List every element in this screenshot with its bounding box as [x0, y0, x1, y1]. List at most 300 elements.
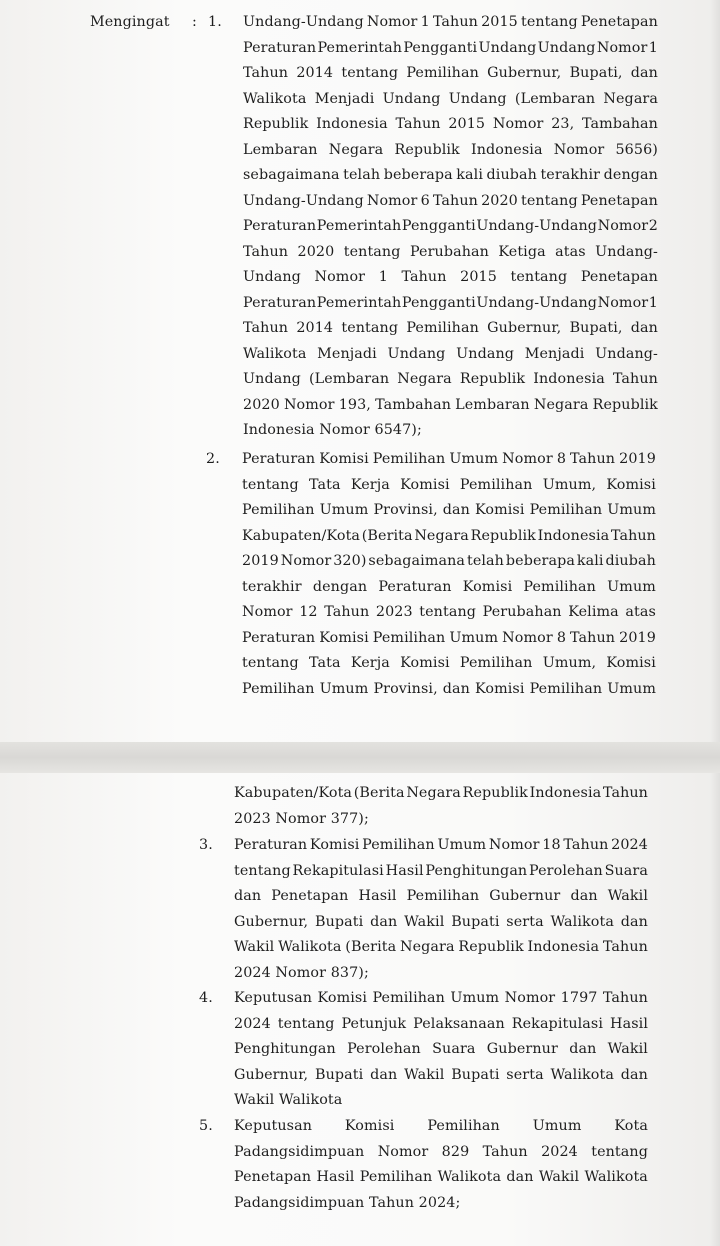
word: Undang-Undang — [476, 295, 598, 311]
word: 5656) — [615, 142, 658, 158]
word: Umum, — [542, 655, 597, 671]
item-text-line — [234, 1145, 648, 1159]
word: Umum — [449, 630, 499, 646]
word: Nomor — [488, 837, 540, 853]
word: diubah — [486, 167, 537, 183]
word: Tahun — [432, 14, 478, 30]
item-text-line — [243, 398, 658, 412]
word: (Berita — [345, 939, 397, 955]
word: Petunjuk — [341, 1016, 407, 1032]
word: Nomor — [504, 990, 556, 1006]
word: 2024 — [611, 837, 648, 853]
word: Nomor — [597, 218, 649, 234]
word: Penetapan — [271, 888, 349, 904]
item-text-line — [243, 372, 658, 386]
word: Pengganti — [403, 40, 478, 56]
item-text-line — [234, 889, 648, 903]
word: Tahun — [243, 320, 289, 336]
word: Pemilihan — [427, 1118, 500, 1134]
word: Gubernur, — [234, 1067, 309, 1083]
word: 8 — [556, 630, 567, 646]
item-text-line — [243, 66, 658, 80]
item-text-line — [242, 605, 656, 619]
word: dan — [630, 65, 658, 81]
word: Komisi — [400, 655, 450, 671]
word: Undang- — [595, 244, 658, 260]
word: 2024 — [541, 1144, 578, 1160]
word: dan — [569, 1041, 597, 1057]
word: 23, — [551, 116, 575, 132]
item-text-line — [242, 631, 656, 645]
word: Walikota — [550, 914, 614, 930]
word: Komisi — [462, 579, 513, 595]
word: Undang — [537, 40, 596, 56]
word: Pemilihan — [372, 630, 446, 646]
word: 8 — [556, 451, 567, 467]
item-number: 4. — [199, 990, 213, 1006]
word: Pengganti — [401, 295, 476, 311]
word: Republik — [462, 785, 528, 801]
word: Umum, — [542, 477, 597, 493]
word: Peraturan — [243, 295, 317, 311]
word: 6 — [420, 193, 430, 209]
word: Tahun — [395, 116, 441, 132]
word: Gubernur — [489, 888, 561, 904]
word: Negara — [406, 785, 461, 801]
word: dan — [442, 502, 470, 518]
word: Negara — [397, 371, 452, 387]
word: kali — [576, 553, 604, 569]
word: Bupati — [451, 914, 500, 930]
word: Umum — [449, 451, 499, 467]
word: Lembaran — [243, 142, 318, 158]
word: 12 — [299, 604, 318, 620]
word: dan — [620, 914, 648, 930]
word: 2015 — [460, 269, 497, 285]
word: Pemilihan — [459, 655, 533, 671]
word: Suara — [604, 863, 648, 879]
item-text-line — [242, 478, 656, 492]
word: 193, — [338, 397, 371, 413]
word: Undang-Undang — [243, 193, 364, 209]
item-text-line: 2024 Nomor 837); — [234, 965, 369, 981]
word: serta — [506, 914, 544, 930]
item-text-line: Indonesia Nomor 6547); — [243, 422, 422, 438]
word: Tahun — [563, 837, 609, 853]
word: Umum — [319, 502, 369, 518]
item-text-line — [234, 864, 648, 878]
word: Menjadi — [314, 91, 375, 107]
word: Pemilihan — [242, 681, 315, 697]
word: Nomor — [366, 193, 418, 209]
word: Perolehan — [529, 863, 603, 879]
word: Perubahan — [482, 604, 562, 620]
word: beberapa — [505, 553, 575, 569]
word: Bupati, — [569, 65, 623, 81]
word: Komisi — [606, 477, 656, 493]
item-text-line — [242, 452, 656, 466]
word: Penetapan — [580, 193, 658, 209]
word: Perolehan — [347, 1041, 421, 1057]
word: Gubernur, — [487, 65, 562, 81]
word: Keputusan — [234, 1118, 313, 1134]
item-text-line — [242, 503, 656, 517]
word: tentang — [234, 863, 291, 879]
word: serta — [506, 1067, 544, 1083]
word: telah — [343, 167, 381, 183]
item-text-line — [243, 41, 658, 55]
word: dan — [370, 914, 398, 930]
item-text-line — [243, 296, 658, 310]
word: Nomor — [502, 451, 553, 467]
word: Indonesia — [537, 528, 610, 544]
word: Tata — [308, 477, 341, 493]
item-text-line — [234, 1068, 648, 1082]
word: Komisi — [475, 502, 525, 518]
word: dan — [630, 320, 658, 336]
item-text-line — [243, 92, 658, 106]
page-edge-shadow — [710, 773, 720, 1246]
word: Walikota — [437, 1169, 502, 1185]
word: sebagaimana — [243, 167, 340, 183]
word: tentang — [510, 269, 568, 285]
item-text-line — [243, 194, 658, 208]
word: Pemilihan — [372, 990, 445, 1006]
word: telah — [466, 553, 504, 569]
word: Bupati — [315, 914, 364, 930]
word: Komisi — [317, 990, 368, 1006]
word: Undang — [243, 371, 301, 387]
word: Keputusan — [234, 990, 313, 1006]
word: Walikota — [550, 1067, 614, 1083]
word: sebagaimana — [368, 553, 466, 569]
word: Menjadi — [317, 346, 377, 362]
word: Negara — [533, 397, 589, 413]
word: Indonesia — [470, 142, 543, 158]
word: 2015 — [481, 14, 518, 30]
word: Komisi — [309, 837, 360, 853]
word: Hasil — [316, 1169, 355, 1185]
page-gap — [0, 742, 720, 773]
word: Nomor — [502, 630, 553, 646]
section-label: Mengingat — [90, 14, 170, 30]
word: Pemerintah — [316, 295, 402, 311]
word: Komisi — [400, 477, 450, 493]
word: Kerja — [350, 477, 390, 493]
word: Tahun — [243, 65, 289, 81]
word: Rekapitulasi — [292, 863, 384, 879]
word: Nomor — [492, 116, 544, 132]
word: 2024 — [234, 1016, 271, 1032]
item-number: 1. — [208, 14, 222, 30]
word: terakhir — [540, 167, 601, 183]
word: Nomor — [596, 40, 648, 56]
word: Undang-Undang — [476, 218, 598, 234]
word: Republik — [243, 116, 309, 132]
word: 2015 — [448, 116, 486, 132]
word: Peraturan — [243, 40, 317, 56]
item-text-line — [242, 580, 656, 594]
word: Undang — [243, 269, 301, 285]
word: Tahun — [324, 604, 370, 620]
word: Peraturan — [234, 837, 308, 853]
word: Undang — [382, 91, 441, 107]
word: tentang — [591, 1144, 648, 1160]
word: Lembaran — [455, 397, 530, 413]
word: Walikota — [243, 346, 307, 362]
word: Tahun — [612, 371, 658, 387]
word: 2014 — [296, 65, 334, 81]
item-text-line — [243, 219, 658, 233]
word: Republik — [458, 939, 524, 955]
word: tentang — [341, 320, 399, 336]
word: tentang — [343, 244, 401, 260]
word: kali — [456, 167, 483, 183]
word: 2020 — [243, 397, 280, 413]
word: Komisi — [475, 681, 525, 697]
word: dan — [570, 888, 598, 904]
word: Undang- — [595, 346, 658, 362]
item-number: 3. — [199, 837, 213, 853]
word: Tahun — [602, 990, 648, 1006]
word: Pemilihan — [459, 477, 533, 493]
word: Penetapan — [234, 1169, 312, 1185]
word: 2020 — [481, 193, 518, 209]
item-text-line: Wakil Walikota — [234, 1092, 343, 1108]
word: 1797 — [560, 990, 598, 1006]
word: Nomor — [242, 604, 293, 620]
word: Umum — [532, 1118, 582, 1134]
item-number: 2. — [206, 451, 220, 467]
word: dan — [234, 888, 262, 904]
word: Undang — [456, 346, 515, 362]
word: Peraturan — [378, 579, 452, 595]
word: Peraturan — [242, 451, 316, 467]
word: dan — [620, 1067, 648, 1083]
item-text-line — [243, 168, 658, 182]
word: Republik — [459, 371, 526, 387]
item-text-line: 2023 Nomor 377); — [234, 811, 369, 827]
word: 2019 — [619, 630, 656, 646]
item-text-line — [243, 143, 658, 157]
word: Penghitungan — [234, 1041, 336, 1057]
word: Ketiga — [498, 244, 546, 260]
word: Indonesia — [533, 371, 605, 387]
item-text-line — [243, 347, 658, 361]
item-text-line — [234, 838, 648, 852]
word: dan — [370, 1067, 398, 1083]
word: Gubernur, — [234, 914, 309, 930]
word: Negara — [328, 142, 384, 158]
word: 18 — [542, 837, 561, 853]
word: tentang — [341, 65, 399, 81]
item-text-line — [242, 554, 656, 568]
word: 829 — [441, 1144, 470, 1160]
word: Tahun — [482, 1144, 528, 1160]
item-text-line — [234, 1170, 648, 1184]
word: Komisi — [344, 1118, 395, 1134]
word: Pengganti — [401, 218, 476, 234]
word: dengan — [312, 579, 368, 595]
word: Wakil — [404, 914, 445, 930]
word: Tahun — [602, 939, 648, 955]
item-number: 5. — [199, 1118, 213, 1134]
word: Wakil — [234, 939, 275, 955]
word: Umum — [319, 681, 369, 697]
item-text-line — [243, 117, 658, 131]
word: Provinsi, — [373, 681, 438, 697]
word: Nomor — [280, 553, 332, 569]
word: Peraturan — [243, 218, 317, 234]
word: Penetapan — [580, 269, 658, 285]
item-text-line — [242, 656, 656, 670]
word: 320) — [333, 553, 367, 569]
word: Undang — [387, 346, 446, 362]
word: Republik — [592, 397, 658, 413]
word: Penetapan — [580, 14, 658, 30]
word: Tahun — [401, 269, 447, 285]
word: Pemilihan — [529, 681, 603, 697]
word: Tahun — [610, 528, 656, 544]
word: tentang — [277, 1016, 335, 1032]
word: Pelaksanaan — [413, 1016, 505, 1032]
word: Umum — [607, 681, 656, 697]
word: Umum — [607, 502, 656, 518]
word: terakhir — [242, 579, 302, 595]
word: Pemilihan — [406, 320, 479, 336]
word: Bupati — [315, 1067, 364, 1083]
word: beberapa — [383, 167, 453, 183]
word: Republik — [470, 528, 536, 544]
word: Wakil — [538, 1169, 580, 1185]
word: Peraturan — [242, 630, 316, 646]
word: Komisi — [319, 451, 369, 467]
word: tentang — [520, 14, 578, 30]
word: Pemilihan — [523, 579, 596, 595]
word: Walikota — [584, 1169, 648, 1185]
word: Bupati — [451, 1067, 500, 1083]
word: Pemilihan — [242, 502, 315, 518]
word: Pemilihan — [406, 888, 480, 904]
item-text-line — [234, 1017, 648, 1031]
word: Tahun — [602, 785, 648, 801]
word: 2023 — [375, 604, 413, 620]
word: Nomor — [314, 269, 366, 285]
word: Bupati, — [569, 320, 623, 336]
word: Perubahan — [409, 244, 489, 260]
word: Umum — [450, 990, 500, 1006]
item-text-line — [234, 1119, 648, 1133]
word: Hasil — [385, 863, 424, 879]
word: Wakil — [607, 888, 648, 904]
word: 2019 — [242, 553, 279, 569]
word: Komisi — [606, 655, 656, 671]
word: atas — [555, 244, 586, 260]
word: Rekapitulasi — [511, 1016, 604, 1032]
word: Pemerintah — [316, 218, 402, 234]
word: Umum — [437, 837, 487, 853]
word: Tata — [308, 655, 341, 671]
word: 2019 — [619, 451, 656, 467]
word: Umum — [607, 579, 656, 595]
item-text-line — [242, 682, 656, 696]
word: Undang — [448, 91, 507, 107]
item-text-line — [243, 15, 658, 29]
word: Kota — [614, 1118, 648, 1134]
word: Undang — [478, 40, 537, 56]
word: Nomor — [283, 397, 335, 413]
word: Pemilihan — [406, 65, 479, 81]
word: (Berita — [353, 785, 405, 801]
section-colon: : — [192, 14, 197, 30]
word: tentang — [242, 655, 299, 671]
item-text-line — [242, 529, 656, 543]
item-text-line — [243, 321, 658, 335]
word: atas — [625, 604, 656, 620]
word: 1 — [648, 295, 658, 311]
word: Kabupaten/Kota — [242, 528, 361, 544]
word: tentang — [419, 604, 477, 620]
word: Kabupaten/Kota — [234, 785, 353, 801]
item-text-line — [243, 270, 658, 284]
word: 1 — [420, 14, 430, 30]
item-text-line — [234, 940, 648, 954]
word: Hasil — [610, 1016, 648, 1032]
word: Padangsidimpuan — [234, 1144, 365, 1160]
item-text-line: Padangsidimpuan Tahun 2024; — [234, 1195, 461, 1211]
item-text-line — [234, 786, 648, 800]
word: 2 — [648, 218, 658, 234]
word: Negara — [603, 91, 658, 107]
word: Penghitungan — [425, 863, 528, 879]
word: Indonesia — [316, 116, 388, 132]
word: 1 — [378, 269, 388, 285]
word: Nomor — [597, 295, 649, 311]
word: Gubernur, — [487, 320, 562, 336]
word: Gubernur — [486, 1041, 558, 1057]
word: Nomor — [366, 14, 418, 30]
word: (Lembaran — [514, 91, 596, 107]
word: Hasil — [358, 888, 397, 904]
word: Walikota — [243, 91, 307, 107]
word: Tahun — [570, 451, 616, 467]
word: Negara — [414, 528, 469, 544]
word: Republik — [394, 142, 460, 158]
item-text-line — [234, 1042, 648, 1056]
word: Wakil — [404, 1067, 445, 1083]
item-text-line — [243, 245, 658, 259]
word: tentang — [242, 477, 299, 493]
word: Indonesia — [527, 939, 600, 955]
word: Walikota — [278, 939, 342, 955]
word: Pemilihan — [362, 837, 435, 853]
page-edge-shadow — [710, 0, 720, 742]
word: Tahun — [570, 630, 616, 646]
word: 2020 — [297, 244, 335, 260]
word: Nomor — [377, 1144, 429, 1160]
word: Kelima — [568, 604, 619, 620]
word: dan — [506, 1169, 534, 1185]
word: 1 — [648, 40, 658, 56]
word: Pemilihan — [372, 451, 446, 467]
word: Suara — [432, 1041, 476, 1057]
word: Pemilihan — [529, 502, 603, 518]
word: (Berita — [361, 528, 413, 544]
word: Komisi — [319, 630, 369, 646]
word: Nomor — [553, 142, 605, 158]
word: Pemerintah — [317, 40, 403, 56]
item-text-line — [234, 915, 648, 929]
